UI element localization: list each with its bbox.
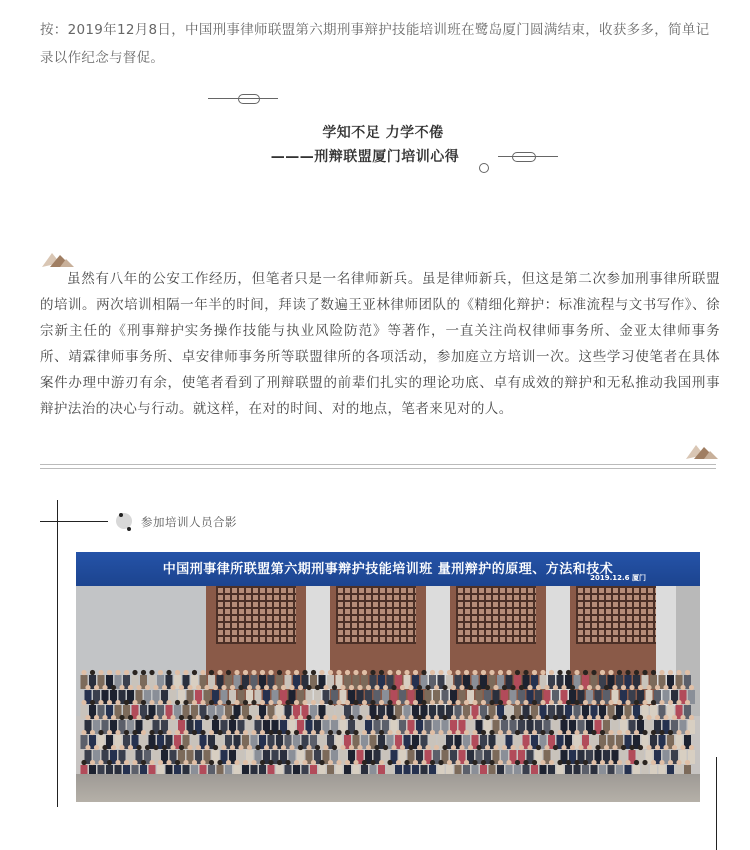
caption-line (40, 521, 108, 522)
decorative-swirl-icon (498, 150, 558, 164)
mountain-icon (42, 249, 74, 267)
section-title: 学知不足 力学不倦 (322, 125, 444, 141)
mountain-icon (686, 441, 718, 459)
group-photo (76, 552, 700, 802)
photo-banner (76, 552, 700, 586)
intro-paragraph: 按：2019年12月8日，中国刑事律师联盟第六期刑事辩护技能培训班在鹭岛厦门圆满结束，收获多多，简单记录以作纪念与督促。 (40, 22, 710, 66)
photo-caption: 参加培训人员合影 (141, 515, 237, 529)
decorative-circle-icon (479, 163, 489, 173)
banner-date: 2019.12.6 厦门 (590, 574, 646, 582)
frame-line-left (57, 500, 58, 807)
banner-title: 中国刑事律所联盟第六期刑事辩护技能培训班 量刑辩护的原理、方法和技术 (162, 562, 614, 577)
frame-line-right (716, 757, 717, 850)
body-paragraph: 虽然有八年的公安工作经历，但笔者只是一名律师新兵。虽是律师新兵，但这是第二次参加刑事律所联盟的培训。两次培训相隔一年半的时间，拜读了数遍王亚林律师团队的《精细化辩护：标准流程与文书写作》、徐宗新主任的《刑事辩护实务操作技能与执业风险防范》等著作，一直关注尚权律师事务所、金亚太律师事务所、靖霖律师事务所、卓安律师事务所等联盟律所的各项活动，参加庭立方培训一次。这些学习使笔者在具体案件办理中游刃有余，使笔者看到了刑辩联盟的前辈们扎实的理论功底、卓有成效的辩护和无私推动我国刑事辩护法治的决心与行动。就这样，在对的时间、对的地点，笔者来见对的人。 (40, 271, 720, 417)
section-subtitle: ———刑辩联盟厦门培训心得 (270, 149, 460, 165)
caption-dot-icon (116, 513, 132, 529)
decorative-swirl-icon (208, 92, 278, 106)
divider (40, 464, 716, 469)
